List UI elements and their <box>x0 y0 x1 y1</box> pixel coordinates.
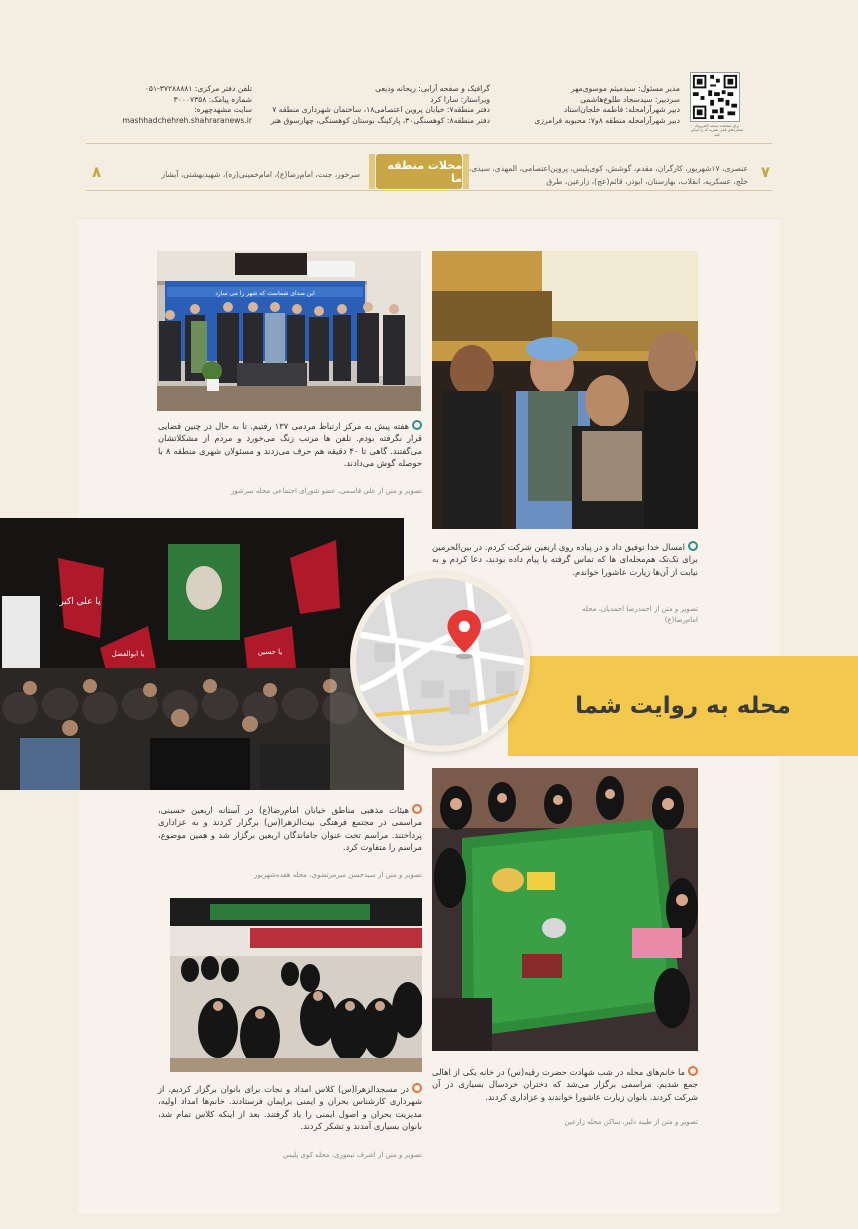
contact-sms: شماره پیامک: ۳۰۰۰۷۳۵۸ <box>173 94 252 104</box>
credit-line: ویراستار: سارا کرد <box>430 94 490 104</box>
credit-line: دبیر شهرآرامحله منطقه ۸و۷: محبوبه فرامرزی <box>534 115 680 125</box>
contact-phone: تلفن دفتر مرکزی: ۳۷۲۸۸۸۸۱-۰۵۱ <box>144 84 252 93</box>
story-4-credit: تصویر و متن از طیبه دلیر، ساکن محله زارعین <box>564 1118 698 1126</box>
banner-text: این صدای شماست که شهر را می سازد <box>215 290 315 297</box>
story-4-body: ما خانم‌های محله در شب شهادت حضرت رقیه(س) در خانه یکی از اهالی جمع شدیم. مراسمی برگزار می‌شد که دختران خردسال بسیاری در آن شرکت کردند. بانوان زیارت عاشورا خواندند و عزاداری کردند. <box>432 1067 698 1102</box>
qr-caption: برای مشاهده نسخه الکترونیک شماره‌های قبلی نشریه کد را اسکن کنید <box>690 124 744 137</box>
strip-divider <box>86 190 772 191</box>
story-3-credit: تصویر و متن از سیدحسن میرمرتضوی، محله هفده‌شهریور <box>254 871 422 879</box>
credit-line: گرافیک و صفحه آرایی: ریحانه ودیعی <box>375 84 490 93</box>
credit-line: دبیر شهرآرامحله: فاطمه خلجان‌استاد <box>563 105 680 115</box>
story-2-credit: تصویر و متن از احمدرضا احمدیان، محله امام‌رضا(ع) <box>582 605 698 624</box>
photo-roqayyeh-ceremony <box>432 768 698 1051</box>
story-2-text <box>432 541 698 578</box>
contact-site-label: سایت مشهدچهره: <box>194 105 252 115</box>
story-1-text <box>158 420 422 470</box>
map-illustration <box>350 572 530 752</box>
credit-line: مدیر مسئول: سیدمیثم موسوی‌مهر <box>570 84 680 93</box>
qr-code[interactable] <box>690 72 740 122</box>
photo-meeting <box>157 251 421 411</box>
story-3-body: هیئات مذهبی مناطق خیابان امام‌رضا(ع) در آستانه اربعین حسینی، مراسمی در مجتمع فرهنگی بیت‌الزهرا(س) برگزار کردند و به عزاداری پرداختند. مراسم تحت عنوان جاماندگان اربعین برگزار شد و همین موضوع، مراسم را متفاوت کرد. <box>158 805 422 853</box>
region-line: عنصری، ۱۷شهریور، کارگران، مقدم، گوشش، کوی‌پلیس، پروین‌اعتصامی، المهدی، سیدی، <box>468 164 748 173</box>
photo-arbaeen-selfie <box>432 251 698 529</box>
story-1-credit: تصویر و متن از علی قاسمی، عضو شورای اجتماعی محله سرشور <box>230 487 422 495</box>
strip-divider <box>86 143 772 144</box>
credits-editorial <box>534 84 680 126</box>
page-headline: محله به روایت شما <box>575 693 791 719</box>
story-5-credit: تصویر و متن از اشرف تیموری، محله کوی پلیس <box>283 1151 422 1159</box>
flag-text: یا علی اکبر <box>59 597 101 607</box>
story-5-text <box>158 1083 422 1133</box>
teal-bullet-icon <box>688 541 698 551</box>
photo-emergency-class <box>170 898 422 1072</box>
story-3-text <box>158 804 422 854</box>
credits-contact <box>122 84 252 126</box>
credits-offices <box>271 84 490 126</box>
credit-line: سردبیر: سیدسجاد طلوع‌هاشمی <box>580 94 680 104</box>
region-7-neighborhoods <box>469 163 748 188</box>
teal-bullet-icon <box>412 420 422 430</box>
flag-text: یا ابوالفضل <box>111 650 145 658</box>
story-4-text <box>432 1066 698 1103</box>
region-8-neighborhoods: سرخور، جنت، امام‌رضا(ع)، امام‌خمینی(ره)، شهیدبهشتی، آبشار <box>161 170 360 179</box>
photo-mosque-gathering <box>0 518 404 790</box>
story-5-body: در مسجدالزهرا(س) کلاس امداد و نجات برای بانوان برگزار کردیم. از شهرداری کارشناس بحران و ایمنی برایمان فرستادند. خانم‌ها امداد اولیه، مدیریت بحران و اصول ایمنی را یاد گرفتند. بعد از اینکه کلاس تمام شد، بانوان بسیاری آمدند و تشکر کردند. <box>158 1084 422 1132</box>
region-number-7: ۷ <box>760 163 770 181</box>
orange-bullet-icon <box>412 804 422 814</box>
story-1-body: هفته پیش به مرکز ارتباط مردمی ۱۳۷ رفتیم. تا به حال در چنین فضایی قرار نگرفته بودم. تلفن ها مرتب زنگ می‌خورد و مردم از مشکلاتشان می‌گفتند. گاهی تا ۴۰ دقیقه هم حرف می‌زدند و مسئولان شهری منطقه ۸ با حوصله گوش می‌دادند. <box>158 421 423 469</box>
headline-band <box>508 656 858 756</box>
flag-text: یا حسین <box>257 648 283 656</box>
story-2-body: امسال خدا توفیق داد و در پیاده روی اربعین شرکت کردم. در بین‌الحرمین برای تک‌تک هم‌محله‌ای ها که تماس گرفته یا پیام داده بودند، دعا کردم و به نیابت از آن‌ها زیارت عاشورا خواندم. <box>432 542 698 577</box>
region-line: خلج، عسکریه، انقلاب، بهارستان، ابوذر، قائم(عج)، زارعین، طرق <box>546 176 748 186</box>
section-tab-label: محلات منطقه ما <box>387 158 462 185</box>
contact-site-url[interactable]: mashhadchehreh.shahraranews.ir <box>122 115 252 125</box>
qr-code-icon <box>691 73 739 121</box>
orange-bullet-icon <box>412 1083 422 1093</box>
section-tab <box>376 154 462 189</box>
orange-bullet-icon <box>688 1066 698 1076</box>
credit-line: دفتر منطقه۷: خیابان پروین اعتصامی۱۸، ساختمان شهرداری منطقه ۷ <box>272 105 490 115</box>
credit-line: دفتر منطقه۸: کوهسنگی۳۰، پارکینگ بوستان کوهسنگی، چهارسوق هنر <box>270 115 490 125</box>
region-number-8: ۸ <box>92 163 102 181</box>
